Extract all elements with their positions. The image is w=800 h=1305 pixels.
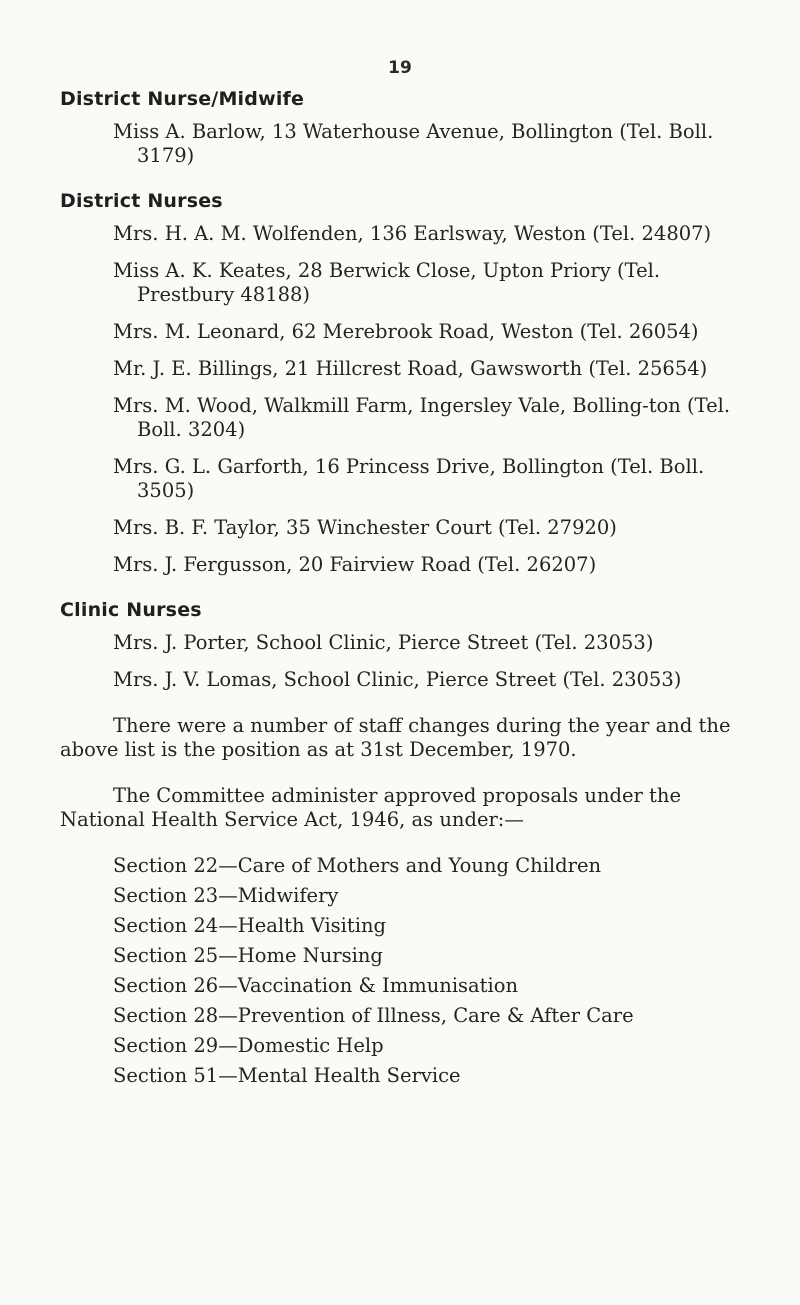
staff-entry: Mrs. M. Leonard, 62 Merebrook Road, Weston (Tel. 26054) [113, 320, 699, 343]
page-number: 19 [388, 58, 412, 78]
staff-entry: Mrs. H. A. M. Wolfenden, 136 Earlsway, Weston (Tel. 24807) [113, 222, 712, 245]
section-item: Section 25—Home Nursing [113, 944, 383, 967]
staff-changes-note: There were a number of staff changes during the year and the above list is the position as at 31st December, 1970. [60, 714, 731, 761]
staff-group-district-nurses [60, 190, 750, 577]
staff-entry: Mr. J. E. Billings, 21 Hillcrest Road, Gawsworth (Tel. 25654) [113, 357, 708, 380]
staff-entry: Miss A. Barlow, 13 Waterhouse Avenue, Bollington (Tel. Boll. 3179) [113, 120, 714, 167]
group-heading: Clinic Nurses [60, 599, 202, 621]
staff-entry: Mrs. G. L. Garforth, 16 Princess Drive, Bollington (Tel. Boll. 3505) [113, 455, 705, 502]
staff-group-midwife [60, 88, 750, 168]
section-item: Section 23—Midwifery [113, 884, 339, 907]
group-heading: District Nurse/Midwife [60, 88, 305, 110]
staff-group-clinic-nurses [60, 599, 750, 692]
staff-entry: Mrs. J. Porter, School Clinic, Pierce Street (Tel. 23053) [113, 631, 654, 654]
staff-entry: Mrs. M. Wood, Walkmill Farm, Ingersley Vale, Bolling-ton (Tel. Boll. 3204) [113, 394, 731, 441]
section-item: Section 28—Prevention of Illness, Care & After Care [113, 1004, 634, 1027]
section-item: Section 22—Care of Mothers and Young Children [113, 854, 602, 877]
page-content [60, 88, 750, 1094]
staff-entry: Mrs. J. Fergusson, 20 Fairview Road (Tel. 26207) [113, 553, 597, 576]
sections-list [113, 854, 750, 1088]
section-item: Section 29—Domestic Help [113, 1034, 384, 1057]
committee-statement: The Committee administer approved proposals under the National Health Service Act, 1946, as under:— [60, 784, 681, 831]
section-item: Section 51—Mental Health Service [113, 1064, 461, 1087]
section-item: Section 24—Health Visiting [113, 914, 387, 937]
group-heading: District Nurses [60, 190, 223, 212]
staff-entry: Mrs. B. F. Taylor, 35 Winchester Court (Tel. 27920) [113, 516, 617, 539]
section-item: Section 26—Vaccination & Immunisation [113, 974, 519, 997]
staff-entry: Miss A. K. Keates, 28 Berwick Close, Upton Priory (Tel. Prestbury 48188) [113, 259, 661, 306]
staff-entry: Mrs. J. V. Lomas, School Clinic, Pierce Street (Tel. 23053) [113, 668, 682, 691]
